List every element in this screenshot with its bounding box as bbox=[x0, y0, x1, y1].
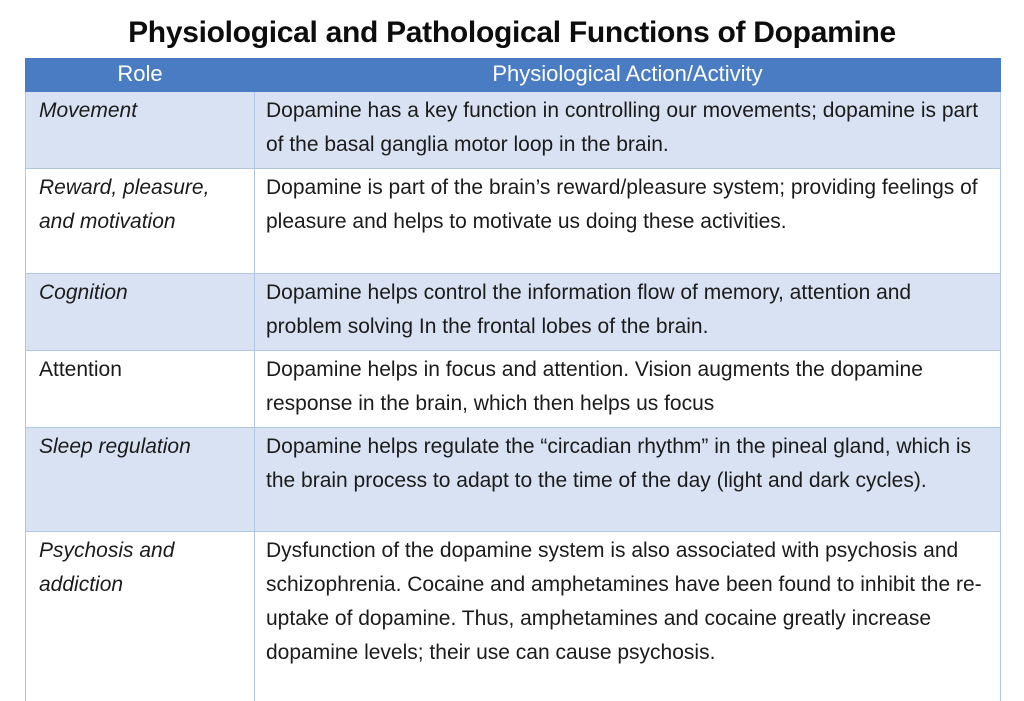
table-row bbox=[26, 169, 1001, 274]
header-row bbox=[26, 59, 1001, 92]
column-header-action: Physiological Action/Activity bbox=[255, 59, 1001, 92]
role-cell: Psychosis and addiction bbox=[26, 532, 255, 701]
table-row bbox=[26, 351, 1001, 428]
action-cell: Dopamine helps in focus and attention. Vision augments the dopamine response in the brain, which then helps us focus bbox=[255, 351, 1001, 428]
role-cell: Movement bbox=[26, 92, 255, 169]
page-title: Physiological and Pathological Functions of Dopamine bbox=[128, 16, 896, 49]
role-cell: Attention bbox=[26, 351, 255, 428]
role-cell: Sleep regulation bbox=[26, 428, 255, 532]
table-row bbox=[26, 428, 1001, 532]
table-row bbox=[26, 92, 1001, 169]
table-header bbox=[26, 59, 1001, 92]
dopamine-functions-table bbox=[25, 58, 1001, 701]
table-row bbox=[26, 532, 1001, 701]
table-row bbox=[26, 274, 1001, 351]
action-cell: Dopamine is part of the brain’s reward/pleasure system; providing feelings of pleasure and helps to motivate us doing these activities. bbox=[255, 169, 1001, 274]
role-cell: Cognition bbox=[26, 274, 255, 351]
action-cell: Dopamine helps control the information flow of memory, attention and problem solving In the frontal lobes of the brain. bbox=[255, 274, 1001, 351]
action-cell: Dopamine helps regulate the “circadian rhythm” in the pineal gland, which is the brain process to adapt to the time of the day (light and dark cycles). bbox=[255, 428, 1001, 532]
column-header-role: Role bbox=[26, 59, 255, 92]
role-cell: Reward, pleasure, and motivation bbox=[26, 169, 255, 274]
table-body bbox=[26, 92, 1001, 701]
action-cell: Dysfunction of the dopamine system is also associated with psychosis and schizophrenia. Cocaine and amphetamines have been found to inhibit the re-uptake of dopamine. Thus, amphetamines and cocaine greatly increase dopamine levels; their use can cause psychosis. bbox=[255, 532, 1001, 701]
action-cell: Dopamine has a key function in controlling our movements; dopamine is part of the basal ganglia motor loop in the brain. bbox=[255, 92, 1001, 169]
